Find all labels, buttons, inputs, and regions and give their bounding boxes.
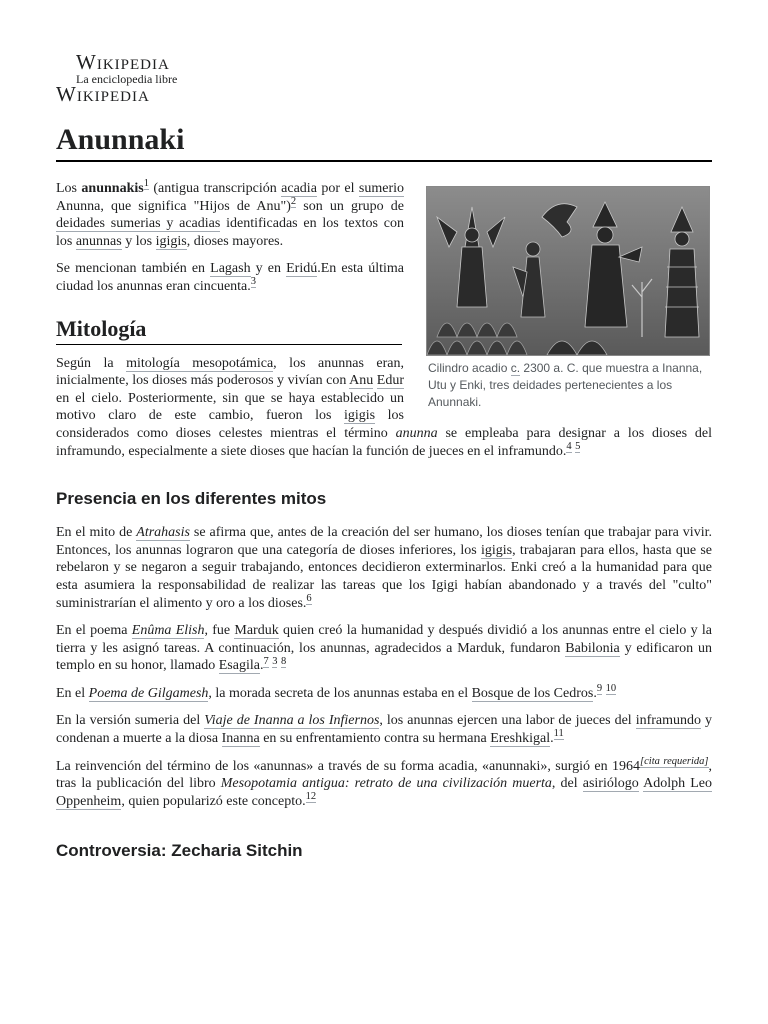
text: por el <box>316 181 359 196</box>
text: Anunna, que significa "Hijos de Anu") <box>56 198 291 214</box>
presencia-paragraph-2 <box>56 622 712 675</box>
book-title: Mesopotamia antigua: retrato de una civilización muerta <box>220 776 552 792</box>
link-igigis-3[interactable]: igigis <box>481 542 513 558</box>
section-heading-controversia: Controversia: Zecharia Sitchin <box>56 841 303 861</box>
reference-7[interactable]: 7 <box>263 655 269 667</box>
text: , los anunnas ejercen una labor de jueces del <box>379 713 636 729</box>
link-enuma-elish[interactable]: Enûma Elish <box>131 623 205 639</box>
text: quien creó la humanidad y después dividió a los anunnas entre el cielo y la tierra y les asignó tareas. A continuación, los anunnas, agradecidos a Marduk, fundaron <box>56 623 712 656</box>
link-poema-gilgamesh[interactable]: Poema de Gilgamesh <box>88 685 209 701</box>
link-esagila[interactable]: Esagila <box>218 658 260 674</box>
text: En el poema <box>56 623 132 639</box>
reference-3[interactable]: 3 <box>250 276 257 288</box>
link-igigis[interactable]: igigis <box>155 233 187 249</box>
reference-10[interactable]: 10 <box>605 683 617 695</box>
text: , trabajaran para ellos, hasta que se rebelaron y se negaron a seguir trabajando, entonces decidieron exterminarlos. Enki creó a la humanidad para que esta asumiera la responsabilidad de realizar las tareas que los Igigi habían abandonado y a través del "culto" suministrarían el alimento y oro a los dioses. <box>56 542 712 611</box>
text: y en <box>250 261 287 277</box>
reference-12[interactable]: 12 <box>305 791 317 803</box>
logo-tagline: La enciclopedia libre <box>76 72 178 86</box>
text: . <box>259 658 264 674</box>
text: Según la <box>56 355 127 371</box>
text: En el mito de <box>56 525 137 541</box>
reference-5[interactable]: 5 <box>575 440 581 452</box>
figure-caption <box>426 356 712 411</box>
text: en el cielo. Posteriormente, sin que se haya establecido un motivo claro de este cambio, fueron los <box>56 390 404 424</box>
text: y condenan a muerte a la diosa <box>56 713 712 747</box>
reference-9[interactable]: 9 <box>596 683 603 695</box>
caption-link-circa[interactable]: c. <box>510 361 521 375</box>
infobox-figure <box>426 186 712 411</box>
text: son un grupo de <box>296 198 404 214</box>
presencia-paragraph-5 <box>56 758 712 811</box>
link-inanna[interactable]: Inanna <box>221 731 260 747</box>
citation-needed-text: [cita requerida] <box>640 756 709 767</box>
reference-2[interactable]: 2 <box>290 195 297 207</box>
reference-6[interactable]: 6 <box>306 592 312 604</box>
text: se empleaba para designar a los dioses del inframundo, especialmente a siete dioses que hacían la función de jueces en el inframundo. <box>56 425 712 459</box>
link-anu[interactable]: Anu <box>349 373 374 389</box>
link-babilonia[interactable]: Babilonia <box>565 640 620 656</box>
text: en su enfrentamiento contra su hermana <box>259 731 491 747</box>
text: , del <box>551 776 583 792</box>
reference-4[interactable]: 4 <box>566 440 572 452</box>
text: , dioses mayores. <box>186 233 284 249</box>
text: La reinvención del término de los «anunnas» a través de su forma acadia, «anunnaki», surgió en 1964 <box>56 758 641 774</box>
text: , los anunnas eran, inicialmente, los dioses más poderosos y vivían con <box>56 355 404 389</box>
page-title: Anunnaki <box>56 122 712 162</box>
presencia-paragraph-3 <box>56 685 712 703</box>
text: Los <box>56 181 82 196</box>
text: . <box>593 685 597 701</box>
link-deidades[interactable]: deidades sumerias y acadias <box>56 216 221 232</box>
link-atrahasis[interactable]: Atrahasis <box>136 525 190 541</box>
term-anunna: anunna <box>395 425 438 441</box>
cylinder-seal-image[interactable] <box>426 186 710 356</box>
logo-wordmark-bottom: Wikipedia <box>56 82 150 106</box>
citation-needed[interactable] <box>640 756 708 768</box>
text: , quien popularizó este concepto. <box>121 793 306 809</box>
text: identificadas en los textos con los <box>56 216 404 249</box>
presencia-paragraph-4 <box>56 712 712 747</box>
link-edur[interactable]: Edur <box>376 373 404 389</box>
link-inframundo[interactable]: inframundo <box>635 713 702 729</box>
link-bosque-cedros[interactable]: Bosque de los Cedros <box>471 685 594 701</box>
text: .En esta última ciudad los anunnas eran cincuenta. <box>56 261 405 294</box>
text: Se mencionan también en <box>56 261 211 277</box>
reference-1[interactable]: 1 <box>143 178 149 190</box>
article <box>56 48 712 876</box>
text: , tras la publicación del libro <box>56 758 712 792</box>
link-igigis-2[interactable]: igigis <box>343 408 376 424</box>
cylinder-seal-illustration <box>427 187 709 355</box>
caption-text: Cilindro acadio <box>428 361 511 375</box>
logo-wordmark-top: Wikipedia <box>76 50 170 74</box>
text: En el <box>56 685 89 701</box>
reference-11[interactable]: 11 <box>553 728 564 740</box>
text: (antigua transcripción <box>148 181 282 196</box>
link-viaje-inanna[interactable]: Viaje de Inanna a los Infiernos <box>204 713 380 729</box>
reference-8[interactable]: 8 <box>280 655 287 667</box>
link-lagash[interactable]: Lagash <box>210 261 251 277</box>
link-oppenheim[interactable]: Adolph Leo Oppenheim <box>56 776 712 809</box>
text: . <box>550 731 554 747</box>
link-asiriologo[interactable]: asiriólogo <box>582 776 639 792</box>
link-acadia[interactable]: acadia <box>281 181 317 196</box>
link-marduk[interactable]: Marduk <box>234 623 279 639</box>
article-subject-bold: anunnakis <box>81 181 144 196</box>
section-heading-presencia: Presencia en los diferentes mitos <box>56 489 327 509</box>
text: , la morada secreta de los anunnas estaba en el <box>208 685 472 701</box>
link-sumerio[interactable]: sumerio <box>358 181 405 196</box>
text: se afirma que, antes de la creación del ser humano, los dioses tenían que trabajar para vivir. Entonces, los anunnas lograron que una categoría de dioses inferiores, los <box>56 525 712 558</box>
reference-3b[interactable]: 3 <box>272 655 278 667</box>
link-eridu[interactable]: Eridú <box>286 261 318 277</box>
text: y edificaron un templo en su honor, llamado <box>56 640 712 674</box>
link-ereshkigal[interactable]: Ereshkigal <box>490 731 551 747</box>
caption-text-rest: 2300 a. C. que muestra a Inanna, Utu y Enki, tres deidades pertenecientes a los Anunnaki. <box>428 361 703 409</box>
wikipedia-logo[interactable] <box>56 48 712 104</box>
text: En la versión sumeria del <box>56 713 205 729</box>
text: y los <box>121 233 156 249</box>
section-heading-mitologia: Mitología <box>56 316 402 345</box>
text: , fue <box>204 623 235 639</box>
link-anunnas[interactable]: anunnas <box>75 233 122 249</box>
link-mitologia-mesopotamica[interactable]: mitología mesopotámica <box>126 355 274 371</box>
presencia-paragraph-1 <box>56 524 712 612</box>
text: los considerados como dioses celestes mientras el término <box>56 408 404 441</box>
